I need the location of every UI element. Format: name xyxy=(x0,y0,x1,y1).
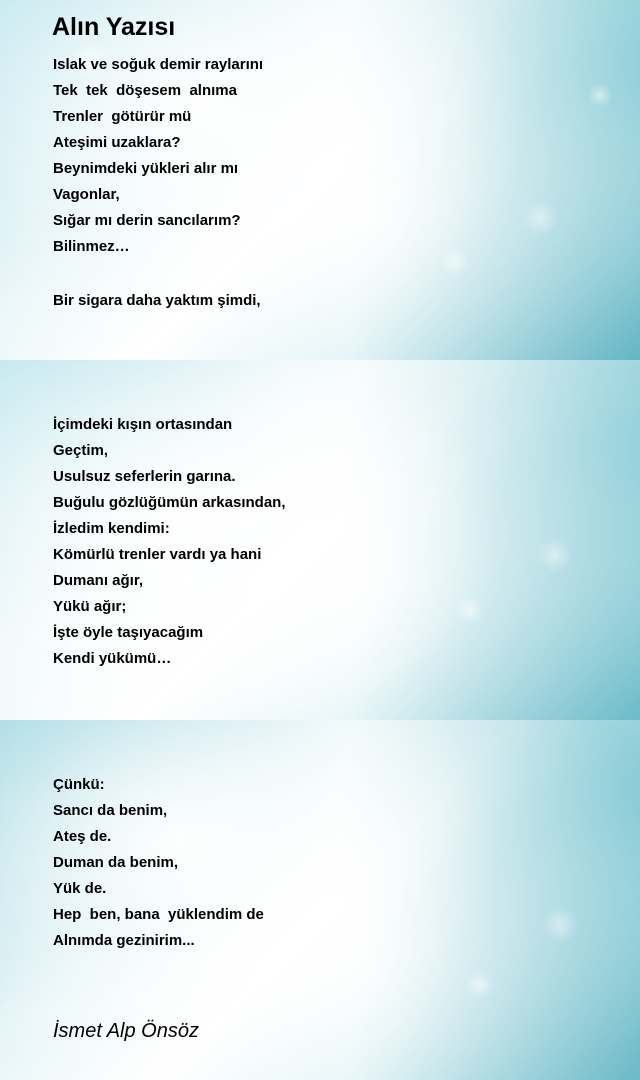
poem-line: Bilinmez… xyxy=(53,238,130,255)
stanza-1 xyxy=(53,52,263,260)
poem-line: Tek tek döşesem alnıma xyxy=(53,82,237,99)
poem-line: Çünkü: xyxy=(53,776,105,793)
poem-author: İsmet Alp Önsöz xyxy=(53,1020,199,1042)
poem-panel-2 xyxy=(0,360,640,720)
stanza-2 xyxy=(53,288,261,314)
poem-line: Bir sigara daha yaktım şimdi, xyxy=(53,292,261,309)
poem-line: Hep ben, bana yüklendim de xyxy=(53,906,264,923)
poem-line: İzledim kendimi: xyxy=(53,520,170,537)
stanza-4 xyxy=(53,772,264,954)
poem-line: Ateşimi uzaklara? xyxy=(53,134,181,151)
poem-line: Sancı da benim, xyxy=(53,802,168,819)
poem-title: Alın Yazısı xyxy=(52,13,176,41)
poem-line: Beynimdeki yükleri alır mı xyxy=(53,160,239,177)
poem-line: İşte öyle taşıyacağım xyxy=(53,624,204,641)
poem-panel-1 xyxy=(0,0,640,360)
poem-line: Duman da benim, xyxy=(53,854,179,871)
poem-line: Dumanı ağır, xyxy=(53,572,144,589)
poem-line: Usulsuz seferlerin garına. xyxy=(53,468,236,485)
stanza-3 xyxy=(53,412,286,672)
poem-line: Vagonlar, xyxy=(53,186,120,203)
poem-line: İçimdeki kışın ortasından xyxy=(53,416,233,433)
poem-line: Yük de. xyxy=(53,880,107,897)
poem-line: Trenler götürür mü xyxy=(53,108,192,125)
poem-line: Kendi yükümü… xyxy=(53,650,172,667)
poem-line: Alnımda gezinirim... xyxy=(53,932,195,949)
poem-line: Sığar mı derin sancılarım? xyxy=(53,212,241,229)
poem-line: Islak ve soğuk demir raylarını xyxy=(53,56,264,73)
poem-line: Yükü ağır; xyxy=(53,598,127,615)
poem-line: Ateş de. xyxy=(53,828,112,845)
poem-panel-3 xyxy=(0,720,640,1080)
poem-line: Buğulu gözlüğümün arkasından, xyxy=(53,494,286,511)
poem-line: Geçtim, xyxy=(53,442,109,459)
poem-line: Kömürlü trenler vardı ya hani xyxy=(53,546,262,563)
